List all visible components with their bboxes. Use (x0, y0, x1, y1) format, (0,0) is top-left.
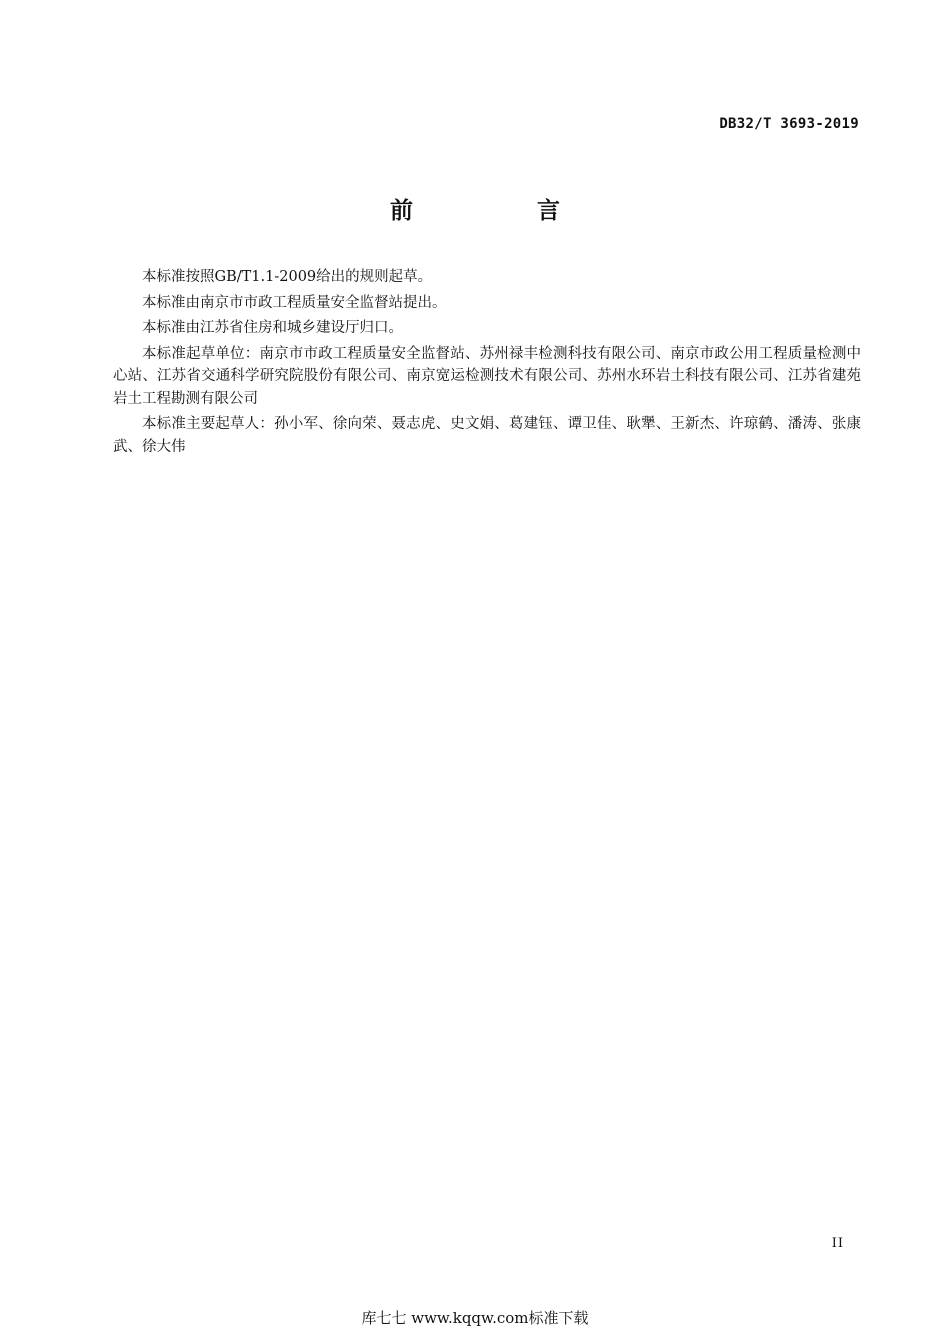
paragraph-drafting-units: 本标准起草单位：南京市市政工程质量安全监督站、苏州禄丰检测科技有限公司、南京市政公用工程质量检测中心站、江苏省交通科学研究院股份有限公司、南京宽运检测技术有限公司、苏州水环岩土科技有限公司、江苏省建苑岩土工程勘测有限公司 (113, 345, 861, 407)
paragraph-administrator: 本标准由江苏省住房和城乡建设厅归口。 (142, 320, 403, 336)
page-number: II (831, 1236, 844, 1251)
page-title: 前 言 (389, 198, 618, 224)
foreword-body (113, 266, 861, 461)
paragraph-drafting-rules: 本标准按照GB/T1.1-2009给出的规则起草。 (142, 269, 433, 285)
paragraph-proposer: 本标准由南京市市政工程质量安全监督站提出。 (142, 294, 447, 311)
paragraph-drafters: 本标准主要起草人：孙小军、徐向荣、聂志虎、史文娟、葛建钰、谭卫佳、耿犟、王新杰、许琼鹤、潘涛、张康武、徐大伟 (113, 416, 861, 455)
standard-code: DB32/T 3693-2019 (719, 116, 859, 132)
watermark-text: 库七七 www.kqqw.com标准下载 (361, 1309, 589, 1327)
